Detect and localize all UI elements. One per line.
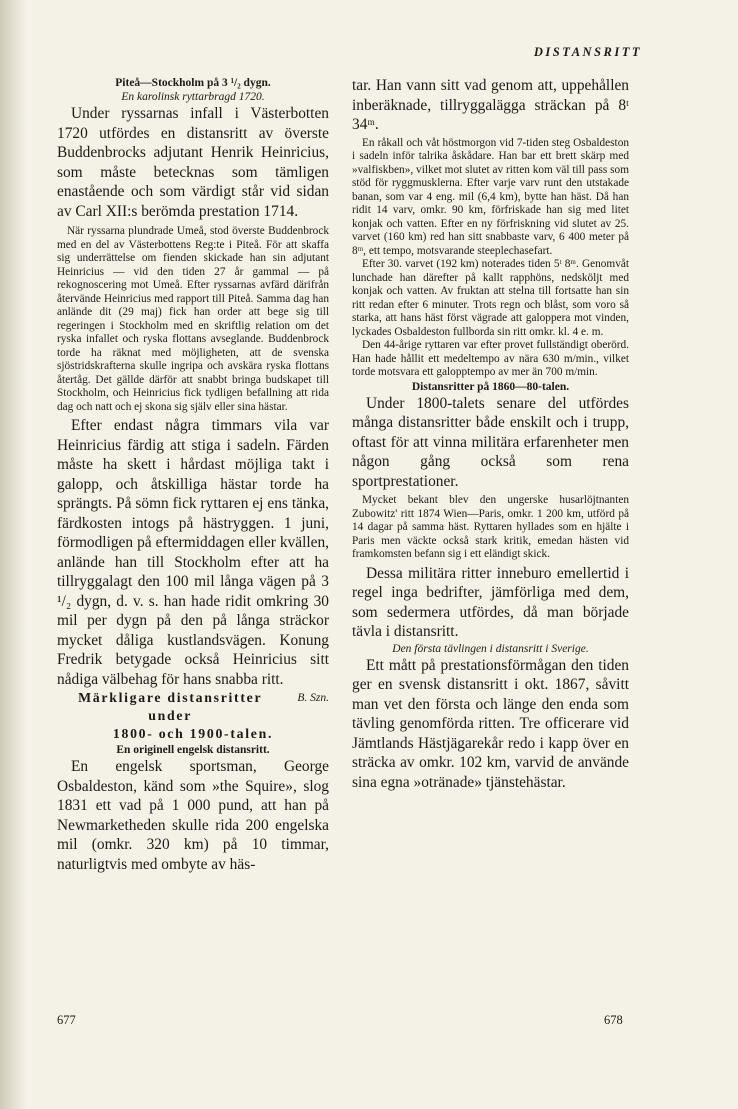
paragraph-small: En råkall och våt höstmorgon vid 7-tiden steg Osbaldeston i sadeln inför talrika åskådare. Han bar ett brett skärp med »valfiskben», vilket mot slutet av ritten kom väl till pass som stöd för ryggmusklerna. Efter varje varv runt den utstakade banan, som var 4 eng. mil (6,4 km), bytte han häst. Då han ridit 14 varv, omkr. 90 km, förfriskade han sig med litet konjak och vatten. Efter en ny förfriskning vid slutet av 25. varvet (160 km) red han sitt snabbaste varv, 6 400 meter på 8ᵐ, ett tempo, motsvarande steeplechasefart. (352, 136, 629, 257)
heading-line-1: Märkligare distansritter under (78, 690, 263, 723)
paragraph-text: Efter endast några timmars vila var Heinricius färdig att stiga i sadeln. Färden måste ha skett i hårdast möjliga takt i galopp, och åtskilliga hästar torde ha sprängts. På sömn fick ryttaren ej ens tänka, färdkosten intogs på hästryggen. 1 juni, förmodligen på eftermiddagen eller kvällen, anlände han till Stockholm efter att ha tillryggalagt den 100 mil långa vägen på 3 ¹/₂ dygn, d. v. s. han hade ridit omkring 30 mil per dygn på den på långa sträckor mycket dåliga kustlandsvägen. Konung Fredrik betygade också Heinricius sitt nådiga välbehag för hans snabba ritt. (57, 417, 329, 688)
left-column (57, 76, 329, 874)
paragraph-small: Efter 30. varvet (192 km) noterades tiden 5ᵗ 8ᵐ. Genomvåt lunchade han därefter på kallt rapphöns, nedsköljt med konjak och vatten. Av fruktan att stelna till fortsatte han sin ritt redan efter 6 minuter. Trots regn och blåst, som voro så starka, att hans häst först vägrade att galoppera mot vinden, lyckades Osbaldeston fullborda sin ritt omkr. kl. 4 e. m. (352, 258, 629, 338)
signature: B. Szn. (297, 692, 329, 704)
paragraph: tar. Han vann sitt vad genom att, uppehållen inberäknade, tillryggalägga sträckan på 8ᵗ 34ᵐ. (352, 77, 629, 133)
paragraph: Under 1800-talets senare del utfördes många distansritter både enskilt och i trupp, oftast för att vinna militära erfarenheter men någon gång också som rena sportprestationer. (352, 394, 629, 490)
page-number-left: 677 (57, 1013, 76, 1027)
heading-engelsk-distansritt: En originell engelsk distansritt. (116, 744, 270, 756)
heading-distansritter-1860-80: Distansritter på 1860—80-talen. (411, 380, 570, 393)
paragraph-small: Mycket bekant blev den ungerske husarlöjtnanten Zubowitz' ritt 1874 Wien—Paris, omkr. 1 200 km, utförd på 14 dagar på samma häst. Ryttaren hyllades som en hjälte i Paris men väckte också stark kritik, emedan hästen vid framkomsten befann sig i ett eländigt skick. (352, 494, 629, 560)
heading-karolinsk-ryttarbragd: En karolinsk ryttarbragd 1720. (121, 91, 265, 103)
paragraph-small: Den 44-årige ryttaren var efter provet fullständigt oberörd. Han hade hållit ett medeltempo av nära 630 m/min., vilket torde motsvara ett galopptempo av mer än 700 m/min. (352, 339, 629, 378)
paragraph (57, 416, 329, 704)
right-column (352, 76, 629, 792)
running-head: DISTANSRITT (533, 45, 642, 59)
page-number-right: 678 (604, 1013, 623, 1027)
paragraph-small: När ryssarna plundrade Umeå, stod överste Buddenbrock med en del av Västerbottens Reg:te i Piteå. För att skaffa sig underrättelse om fienden skickade han sin adjutant Heinricius — vid den tiden 27 år gammal — på rekognoscering mot Umeå. Efter ryssarnas avfärd därifrån återvände Heinricius med rapport till Piteå. Samma dag han anlände dit (29 maj) fick han order att bege sig till regeringen i Stockholm med en skriftlig relation om det ryska infallet och ryska flottans avseglande. Buddenbrock torde ha räknat med möjligheten, att de svenska sjöstridskrafterna skulle ingripa och avskära ryska flottans återtåg. Det gällde därför att snabbt bringa budskapet till Stockholm, och Heinricius fick tydligen befallning att rida dag och natt och ej skona sig själv eller sina hästar. (57, 225, 329, 413)
paragraph: Under ryssarnas infall i Västerbotten 1720 utfördes en distansritt av överste Buddenbrocks adjutant Henrik Heinricius, som måste betecknas som tämligen enastående och som värdigt står vid sidan av Carl XII:s berömda prestation 1714. (57, 105, 329, 220)
heading-pitea-stockholm: Piteå—Stockholm på 3 ¹/₂ dygn. (115, 77, 271, 89)
paragraph: En engelsk sportsman, George Osbaldeston, känd som »the Squire», slog 1831 ett vad på 1 000 pund, att han på Newmarketheden skulle rida 200 engelska mil (omkr. 320 km) på 10 timmar, naturligtvis med ombyte av häs- (57, 758, 329, 873)
heading-forsta-tavlingen: Den första tävlingen i distansritt i Sverige. (392, 642, 589, 655)
heading-line-2: 1800- och 1900-talen. (112, 726, 274, 741)
paragraph: Dessa militära ritter inneburo emellertid i regel inga bedrifter, jämförliga med dem, som sedermera utfördes, då man började tävla i distansritt. (352, 564, 629, 640)
paragraph: Ett mått på prestationsförmågan den tiden ger en svensk distansritt i okt. 1867, såvitt man vet den första och länge den enda som tävling genomförda ritten. Tre officerare vid Jämtlands Hästjägarekår redo i kapp över en sträcka av omkr. 102 km, varvid de använde sina egna »otränade» tjänstehästar. (352, 656, 629, 791)
page-binding-shadow (0, 0, 26, 1109)
